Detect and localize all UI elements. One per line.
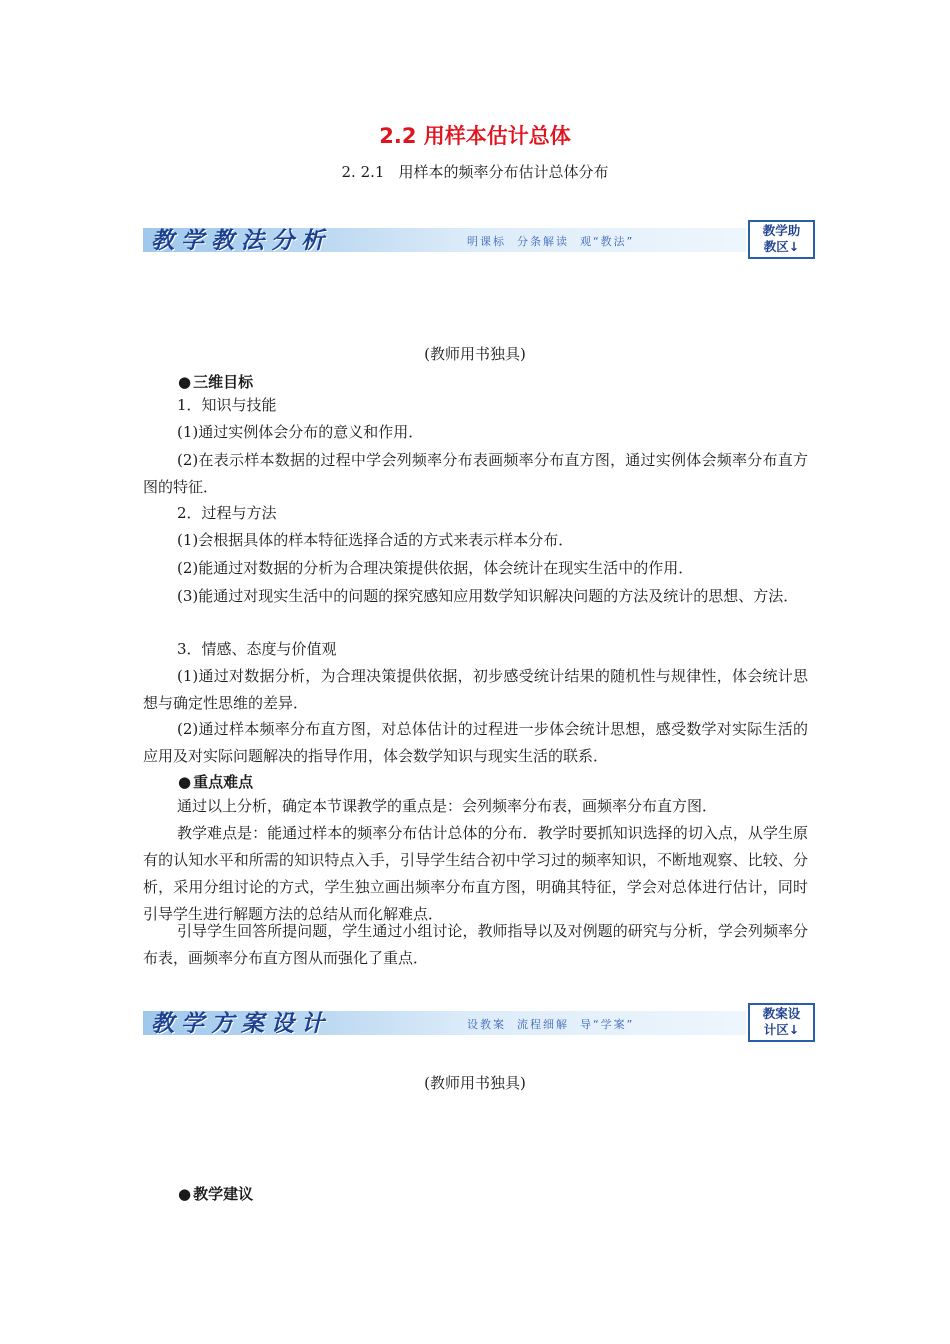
- key-item: 通过以上分析，确定本节课教学的重点是：会列频率分布表，画频率分布直方图．: [177, 797, 718, 815]
- banner-plan-design: [143, 1003, 815, 1041]
- banner-box-line1: 教学助: [762, 223, 801, 238]
- banner-teaching-analysis: [143, 220, 815, 258]
- teacher-note: (教师用书独具): [424, 345, 526, 363]
- page-title: 2.2 用样本估计总体: [379, 124, 571, 148]
- heading-key-text: 重点难点: [193, 773, 254, 791]
- goal-item: (2)在表示样本数据的过程中学会列频率分布表画频率分布直方图，通过实例体会频率分布直方图的特征．: [143, 451, 808, 496]
- goal-item: (3)能通过对现实生活中的问题的探究感知应用数学知识解决问题的方法及统计的思想、方法．: [177, 587, 799, 605]
- banner-box: [748, 1003, 815, 1042]
- key-item: 教学难点是：能通过样本的频率分布估计总体的分布．教学时要抓知识选择的切入点，从学生原有的认知水平和所需的知识特点入手，引导学生结合初中学习过的频率知识，不断地观察、比较、分析，采用分组讨论的方式，学生独立画出频率分布直方图，明确其特征，学会对总体进行估计，同时引导学生进行解题方法的总结从而化解难点．: [143, 824, 808, 923]
- banner-slogan: 设教案 流程细解 导“学案”: [467, 1018, 635, 1031]
- bullet-icon: ●: [178, 1185, 192, 1203]
- goal-item: (2)通过样本频率分布直方图，对总体估计的过程进一步体会统计思想，感受数学对实际生活的应用及对实际问题解决的指导作用，体会数学知识与现实生活的联系．: [143, 720, 808, 765]
- goal-item: (2)能通过对数据的分析为合理决策提供依据，体会统计在现实生活中的作用．: [177, 559, 694, 577]
- heading-key-points: [178, 771, 253, 792]
- key-item: 引导学生回答所提问题，学生通过小组讨论，教师指导以及对例题的研究与分析，学会列频率分布表，画频率分布直方图从而强化了重点．: [143, 922, 808, 967]
- goal-item: (1)会根据具体的样本特征选择合适的方式来表示样本分布．: [177, 531, 574, 549]
- banner-box-line2: 教区↓: [763, 239, 800, 254]
- heading-advice-text: 教学建议: [193, 1185, 254, 1203]
- heading-goals-text: 三维目标: [193, 373, 254, 391]
- banner-box: [748, 220, 815, 259]
- heading-goals: [178, 371, 253, 392]
- banner-title: 教学教法分析: [151, 227, 331, 254]
- banner-slogan: 明课标 分条解读 观“教法”: [467, 235, 635, 248]
- subtitle-number: 2. 2.1: [341, 163, 385, 181]
- goal-item: 3．情感、态度与价值观: [177, 640, 337, 658]
- subtitle-text: 用样本的频率分布估计总体分布: [398, 163, 609, 181]
- goal-item: (1)通过对数据分析，为合理决策提供依据，初步感受统计结果的随机性与规律性，体会统计思想与确定性思维的差异．: [143, 667, 808, 712]
- bullet-icon: ●: [178, 373, 192, 391]
- goal-item: 1．知识与技能: [177, 396, 277, 414]
- banner-box-line1: 教案设: [762, 1006, 801, 1021]
- bullet-icon: ●: [178, 773, 192, 791]
- goal-item: 2．过程与方法: [177, 504, 277, 522]
- banner-title: 教学方案设计: [151, 1010, 331, 1037]
- section-subtitle: [0, 161, 950, 182]
- banner-box-line2: 计区↓: [763, 1022, 800, 1037]
- heading-teaching-advice: [178, 1183, 253, 1204]
- goal-item: (1)通过实例体会分布的意义和作用．: [177, 423, 424, 441]
- teacher-note: (教师用书独具): [424, 1074, 526, 1092]
